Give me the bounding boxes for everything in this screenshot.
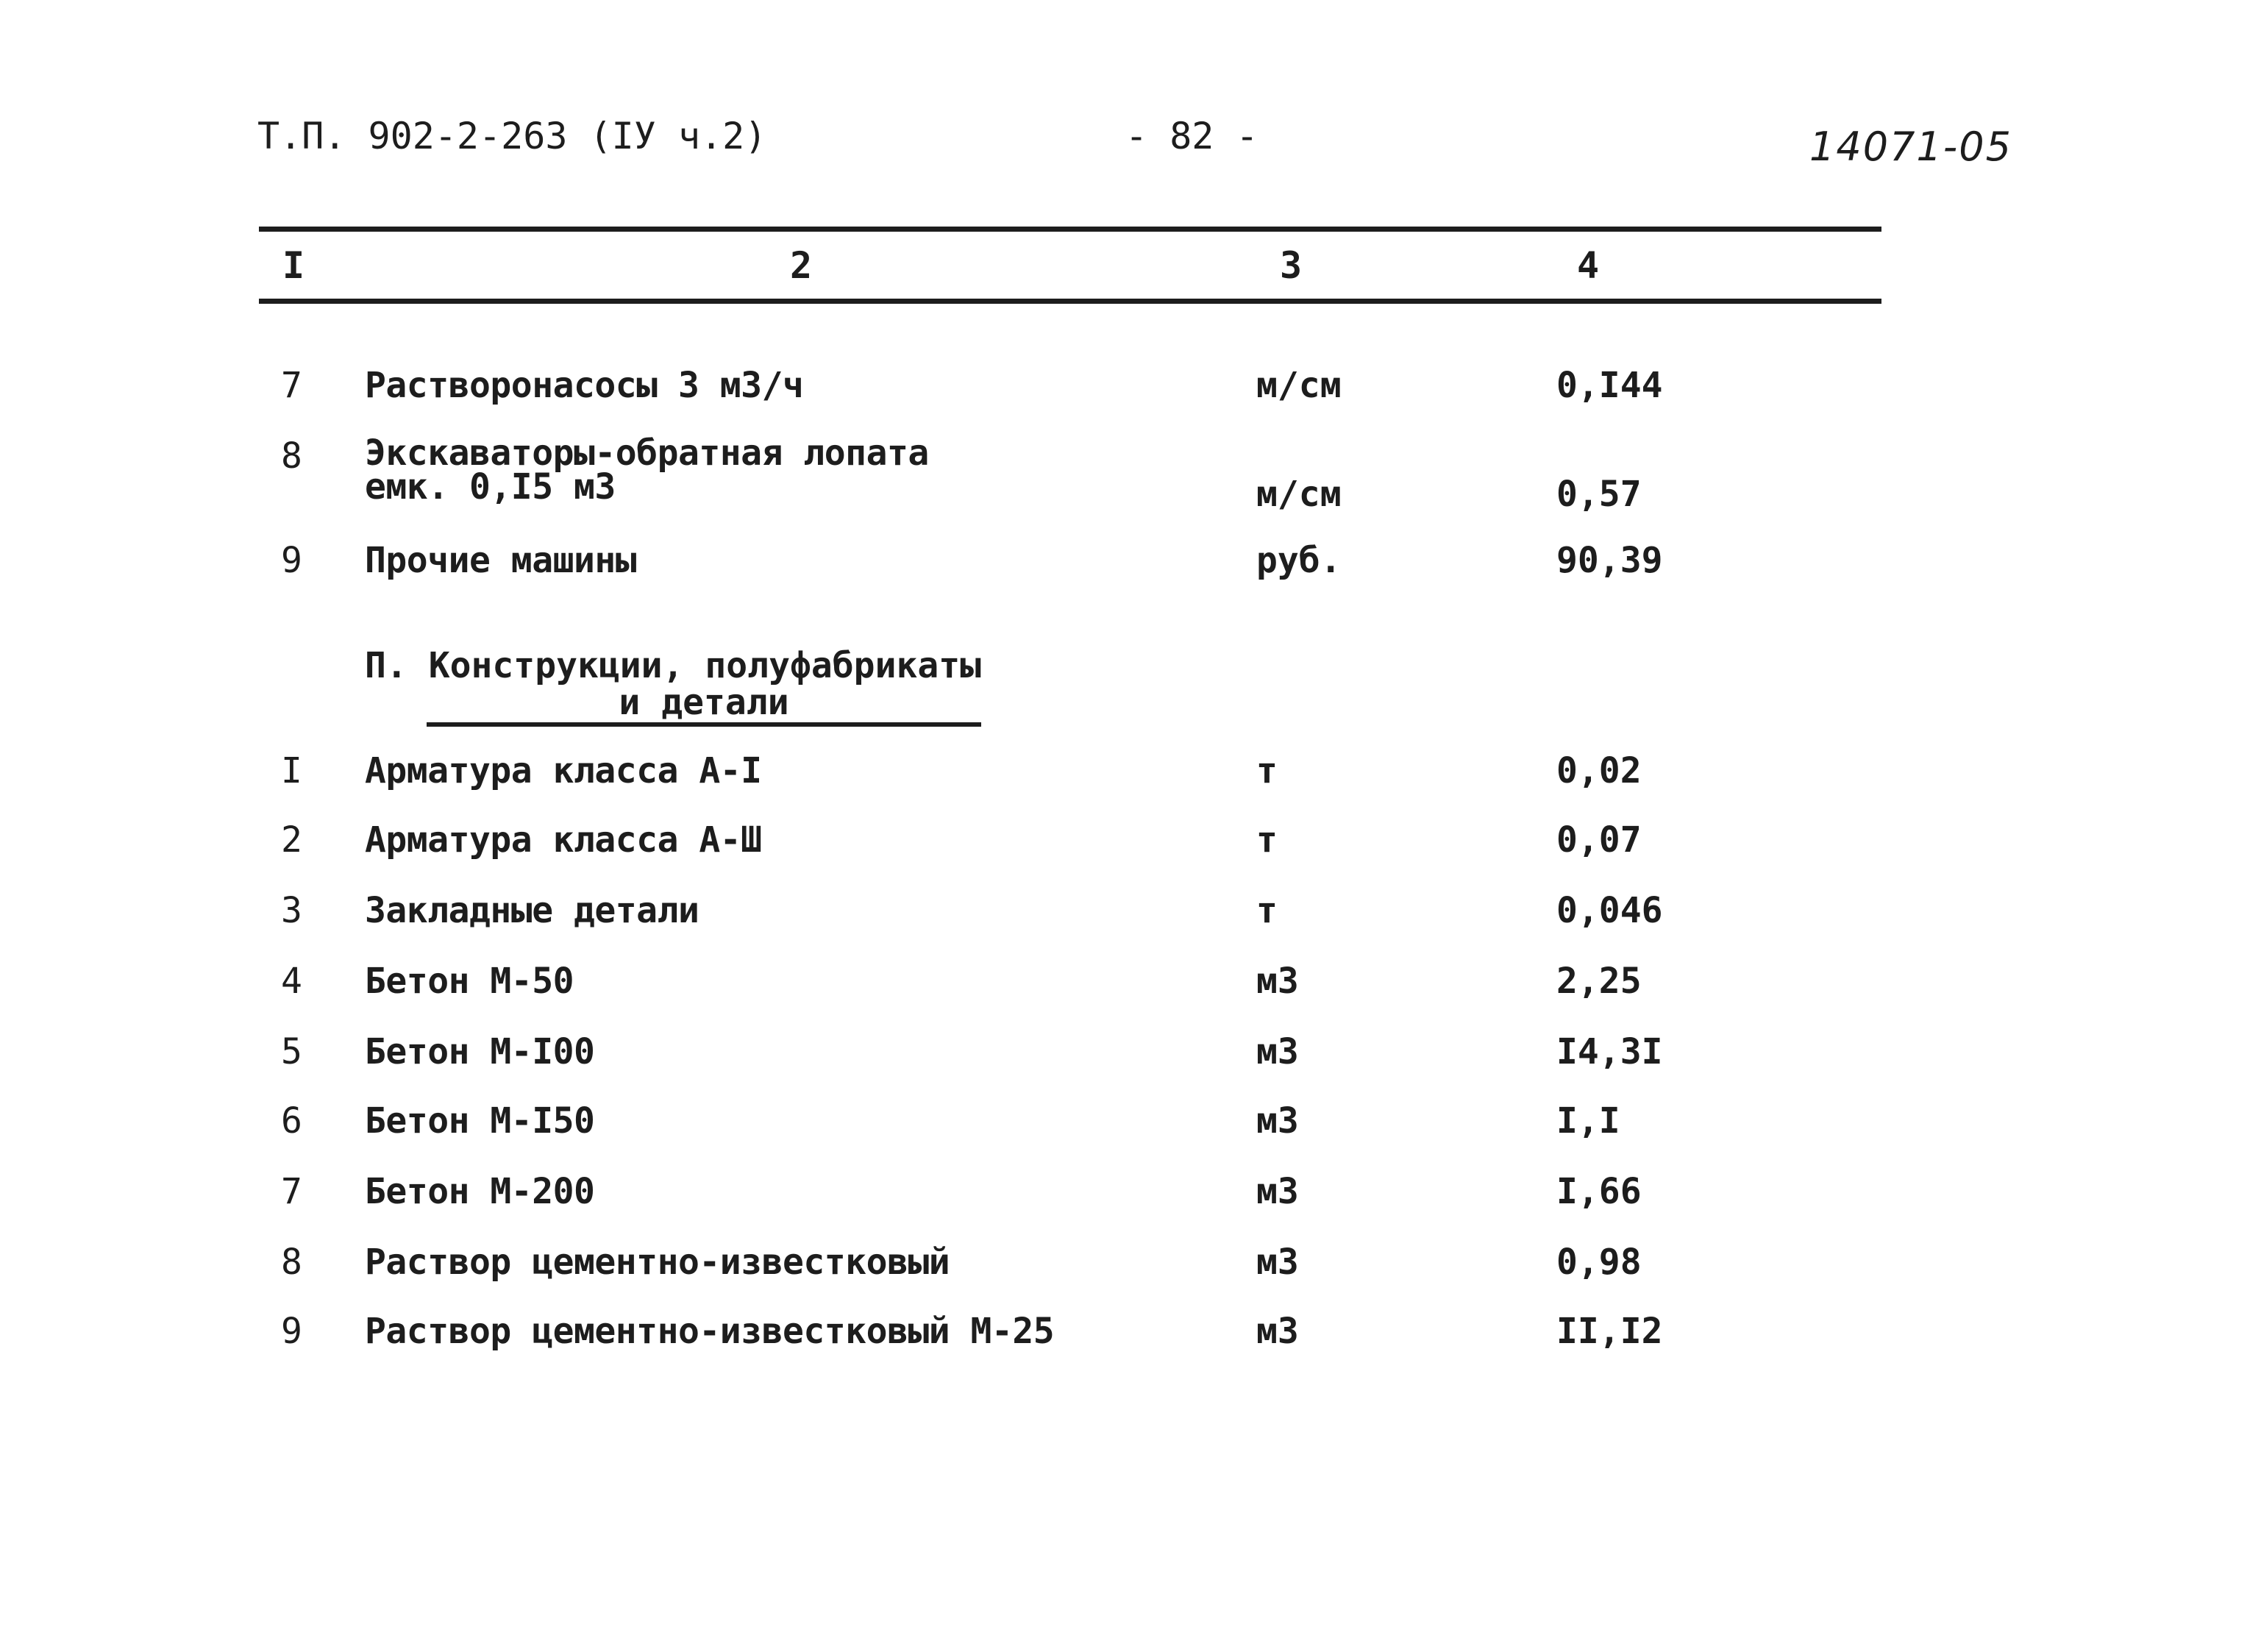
column-header-4: 4 bbox=[1577, 244, 1600, 287]
row-name: Арматура класса А-Ш bbox=[365, 819, 762, 861]
row-unit: т bbox=[1256, 819, 1278, 861]
row-name: Бетон М-I50 bbox=[365, 1100, 595, 1142]
row-value: 0,07 bbox=[1556, 819, 1642, 861]
row-number: I bbox=[281, 750, 302, 791]
row-name-line-1: Экскаваторы-обратная лопата bbox=[365, 432, 929, 474]
row-unit: м3 bbox=[1256, 1311, 1299, 1352]
row-unit: т bbox=[1256, 750, 1278, 791]
table-row bbox=[0, 819, 2261, 890]
row-name: Раствор цементно-известковый bbox=[365, 1242, 950, 1283]
table-row bbox=[0, 1311, 2261, 1381]
row-name: Прочие машины bbox=[365, 540, 637, 581]
row-name-line-2: емк. 0,I5 м3 bbox=[365, 466, 616, 508]
table-row bbox=[0, 1031, 2261, 1102]
row-value: I,66 bbox=[1556, 1171, 1642, 1212]
table-header-bottom-rule bbox=[259, 299, 1881, 304]
row-name: Бетон М-200 bbox=[365, 1171, 595, 1212]
page-number: - 82 - bbox=[1125, 115, 1258, 157]
row-unit: м3 bbox=[1256, 1031, 1299, 1072]
row-value: II,I2 bbox=[1556, 1311, 1663, 1352]
row-unit: м3 bbox=[1256, 1171, 1299, 1212]
section-title-line-2: и детали bbox=[427, 684, 981, 727]
row-unit: т bbox=[1256, 890, 1278, 931]
table-row bbox=[0, 365, 2261, 435]
row-number: 7 bbox=[281, 365, 302, 406]
row-value: 2,25 bbox=[1556, 961, 1642, 1002]
row-value: 0,98 bbox=[1556, 1242, 1642, 1283]
row-name: Арматура класса А-I bbox=[365, 750, 762, 791]
row-number: 6 bbox=[281, 1100, 302, 1142]
inventory-number: 14071-05 bbox=[1809, 124, 2012, 170]
row-value: 90,39 bbox=[1556, 540, 1663, 581]
row-value: 0,I44 bbox=[1556, 365, 1663, 406]
row-name: Закладные детали bbox=[365, 890, 699, 931]
row-unit: м3 bbox=[1256, 961, 1299, 1002]
row-number: 9 bbox=[281, 540, 302, 581]
row-name: Бетон М-I00 bbox=[365, 1031, 595, 1072]
row-number: 9 bbox=[281, 1311, 302, 1352]
row-unit: м/см bbox=[1256, 474, 1342, 515]
row-number: 2 bbox=[281, 819, 302, 861]
table-top-rule bbox=[259, 227, 1881, 232]
row-name: Бетон М-50 bbox=[365, 961, 574, 1002]
row-number: 4 bbox=[281, 961, 302, 1002]
row-name: Растворонасосы 3 м3/ч bbox=[365, 365, 804, 406]
row-number: 5 bbox=[281, 1031, 302, 1072]
row-unit: м3 bbox=[1256, 1100, 1299, 1142]
section-title-line-1: П. Конструкции, полуфабрикаты bbox=[365, 645, 982, 686]
table-row bbox=[0, 1171, 2261, 1242]
row-value: I,I bbox=[1556, 1100, 1620, 1142]
row-number: 3 bbox=[281, 890, 302, 931]
row-value: I4,3I bbox=[1556, 1031, 1663, 1072]
row-value: 0,02 bbox=[1556, 750, 1642, 791]
table-row bbox=[0, 432, 2261, 524]
row-unit: м/см bbox=[1256, 365, 1342, 406]
table-row bbox=[0, 540, 2261, 610]
column-header-1: I bbox=[282, 244, 305, 287]
row-unit: руб. bbox=[1256, 540, 1342, 581]
section-heading bbox=[365, 647, 981, 727]
table-row bbox=[0, 961, 2261, 1031]
table-row bbox=[0, 890, 2261, 961]
table-row bbox=[0, 1242, 2261, 1312]
column-header-2: 2 bbox=[790, 244, 813, 287]
row-number: 8 bbox=[281, 1242, 302, 1283]
row-unit: м3 bbox=[1256, 1242, 1299, 1283]
row-number: 7 bbox=[281, 1171, 302, 1212]
column-header-3: 3 bbox=[1280, 244, 1303, 287]
table-row bbox=[0, 1100, 2261, 1171]
doc-code: Т.П. 902-2-263 (IУ ч.2) bbox=[257, 115, 767, 157]
row-value: 0,57 bbox=[1556, 474, 1642, 515]
row-value: 0,046 bbox=[1556, 890, 1663, 931]
row-name: Раствор цементно-известковый М-25 bbox=[365, 1311, 1055, 1352]
row-number: 8 bbox=[281, 435, 302, 477]
table-row bbox=[0, 750, 2261, 821]
